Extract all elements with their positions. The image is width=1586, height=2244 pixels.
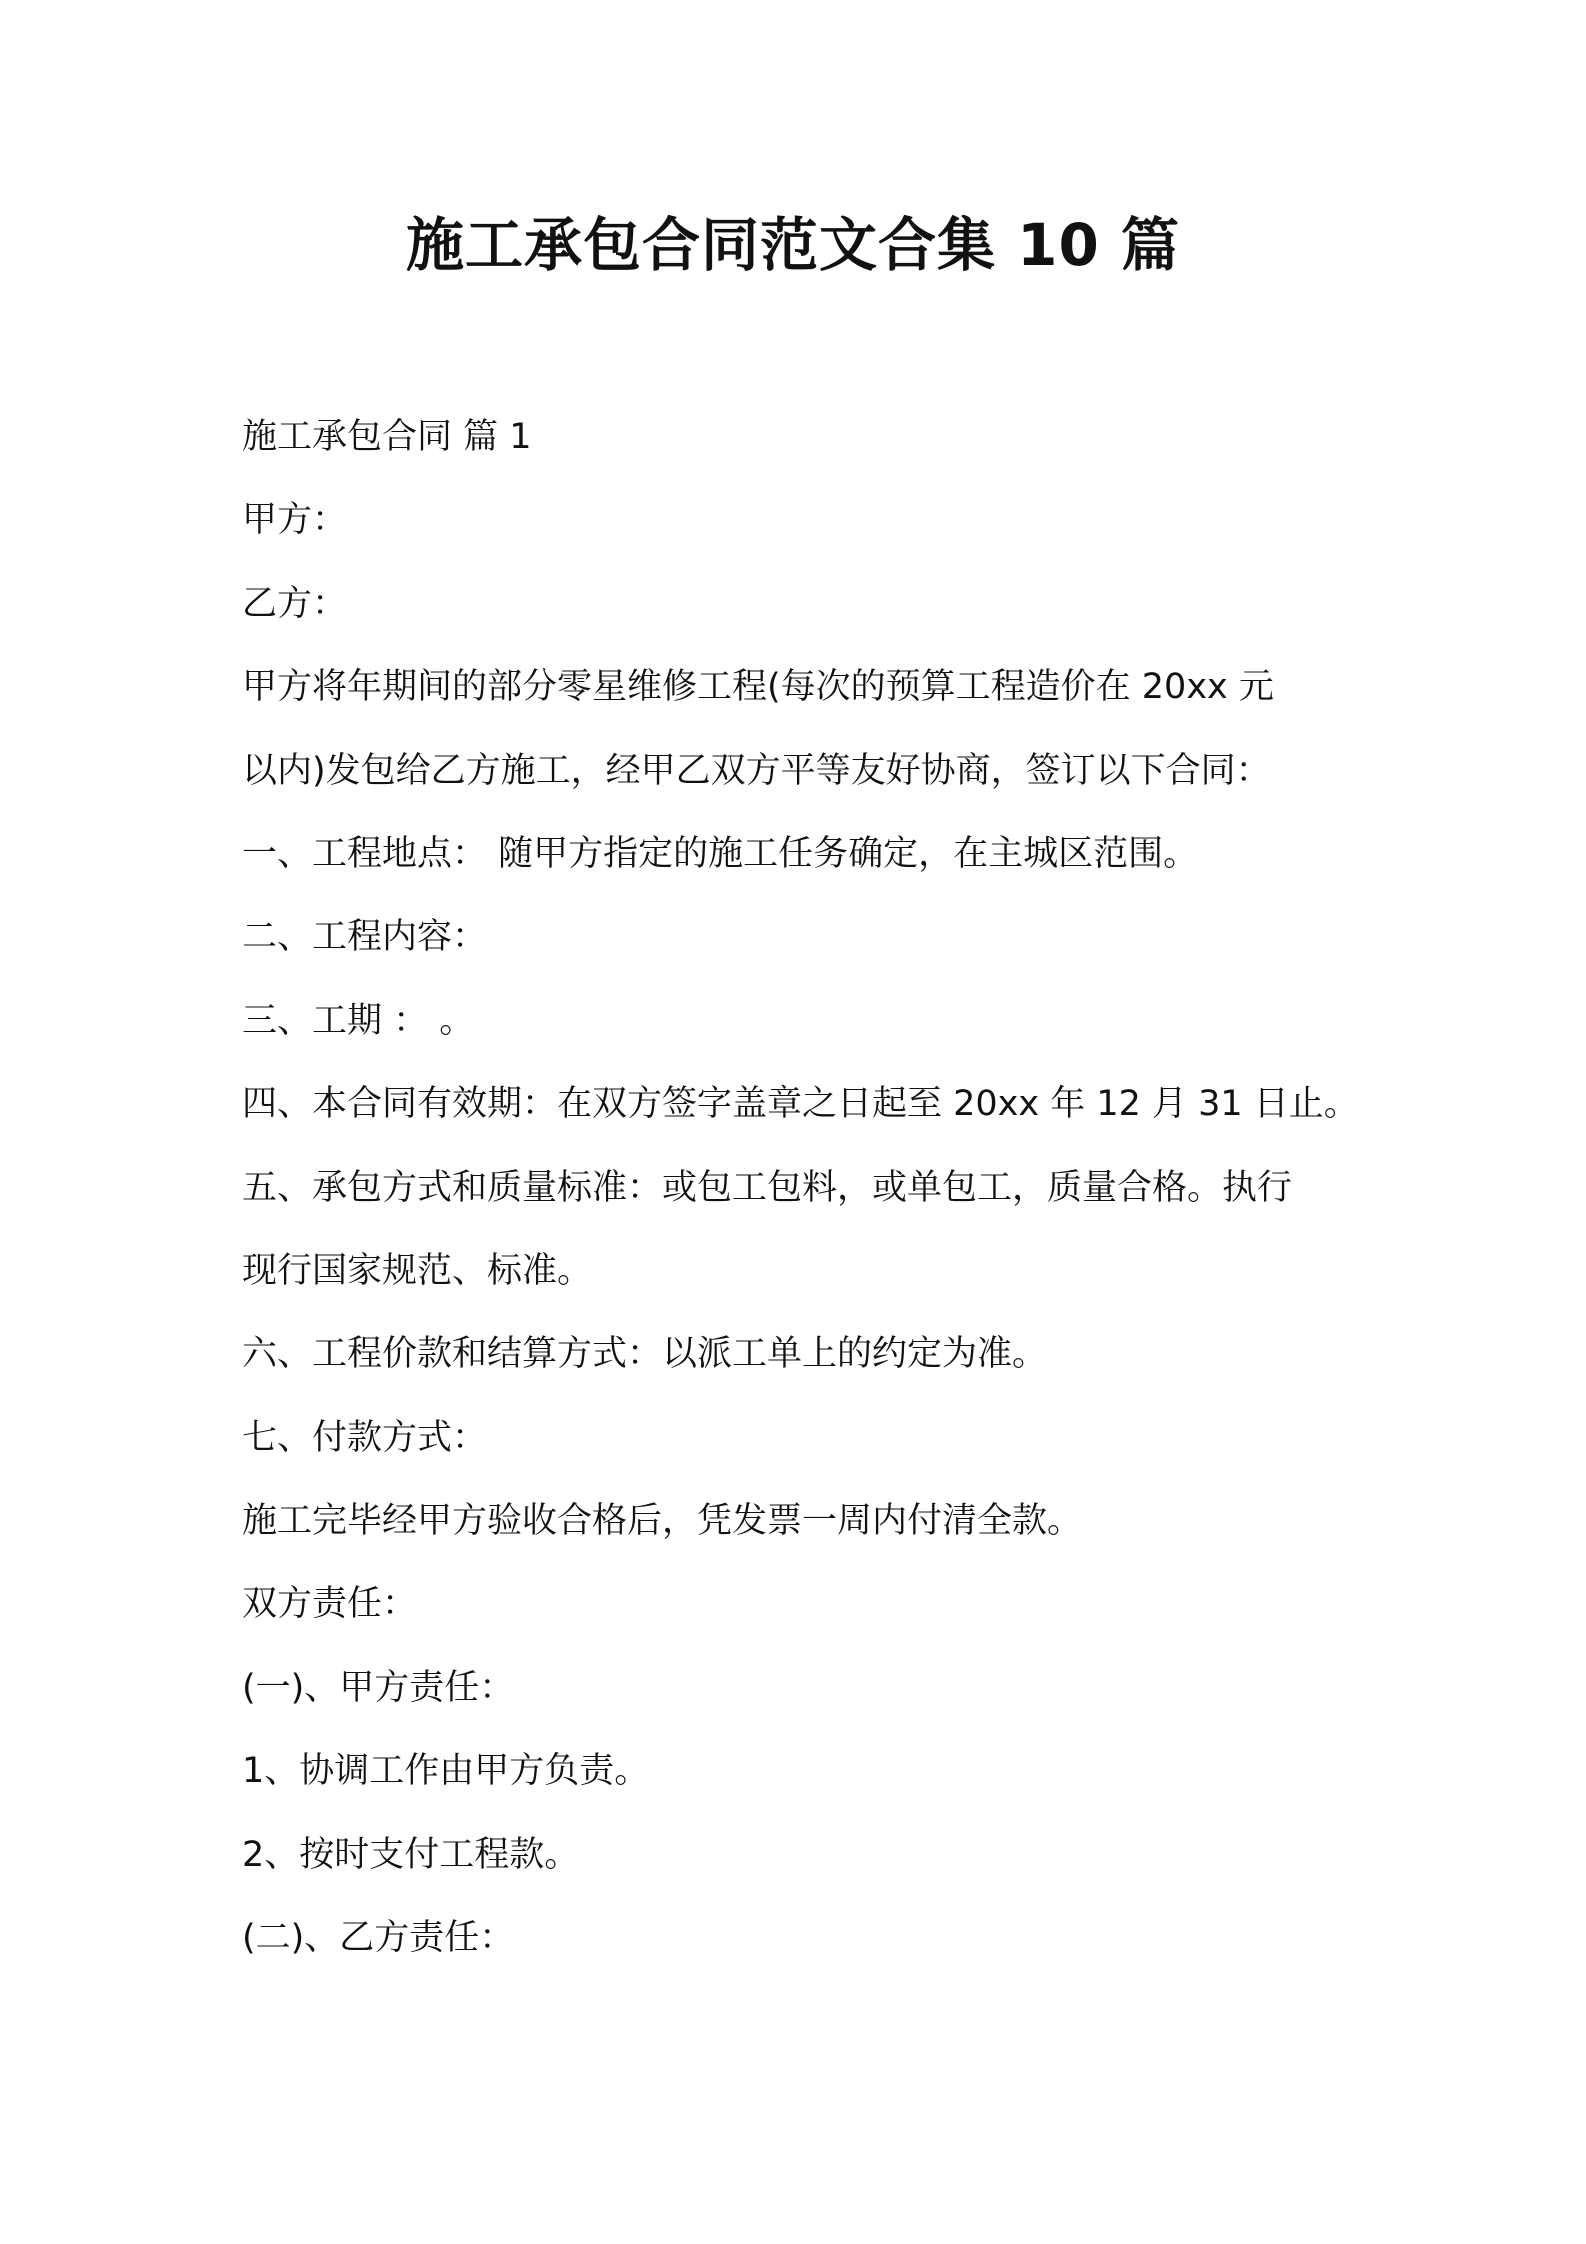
clause-payment: 七、付款方式： [242,1417,488,1458]
party-a-responsibilities-heading: (一)、甲方责任： [242,1667,515,1708]
list-item: 2、按时支付工程款。 [242,1834,580,1875]
list-item: 1、协调工作由甲方负责。 [242,1751,650,1792]
clause-duration: 三、工期 ： 。 [242,1000,475,1041]
clause-validity: 四、本合同有效期：在双方签字盖章之日起至 20xx 年 12 月 31 日止。 [242,1084,1359,1125]
intro-paragraph-line: 甲方将年期间的部分零星维修工程(每次的预算工程造价在 20xx 元 [242,667,1274,708]
clause-location: 一、工程地点： 随甲方指定的施工任务确定，在主城区范围。 [242,833,1199,874]
payment-detail: 施工完毕经甲方验收合格后，凭发票一周内付清全款。 [242,1501,1083,1542]
party-b-responsibilities-heading: (二)、乙方责任： [242,1918,515,1959]
clause-price: 六、工程价款和结算方式：以派工单上的约定为准。 [242,1334,1048,1375]
clause-quality-line: 现行国家规范、标准。 [242,1250,593,1291]
document-body [242,396,1362,1980]
clause-quality-line: 五、承包方式和质量标准：或包工包料，或单包工，质量合格。执行 [242,1167,1293,1208]
intro-paragraph-line: 以内)发包给乙方施工，经甲乙双方平等友好协商，签订以下合同： [242,750,1271,791]
clause-content: 二、工程内容： [242,917,488,958]
party-b-line: 乙方： [242,583,348,624]
section-heading: 施工承包合同 篇 1 [242,417,532,457]
document-title: 施工承包合同范文合集 10 篇 [405,211,1181,279]
responsibilities-heading: 双方责任： [242,1584,418,1625]
party-a-line: 甲方： [242,500,348,541]
